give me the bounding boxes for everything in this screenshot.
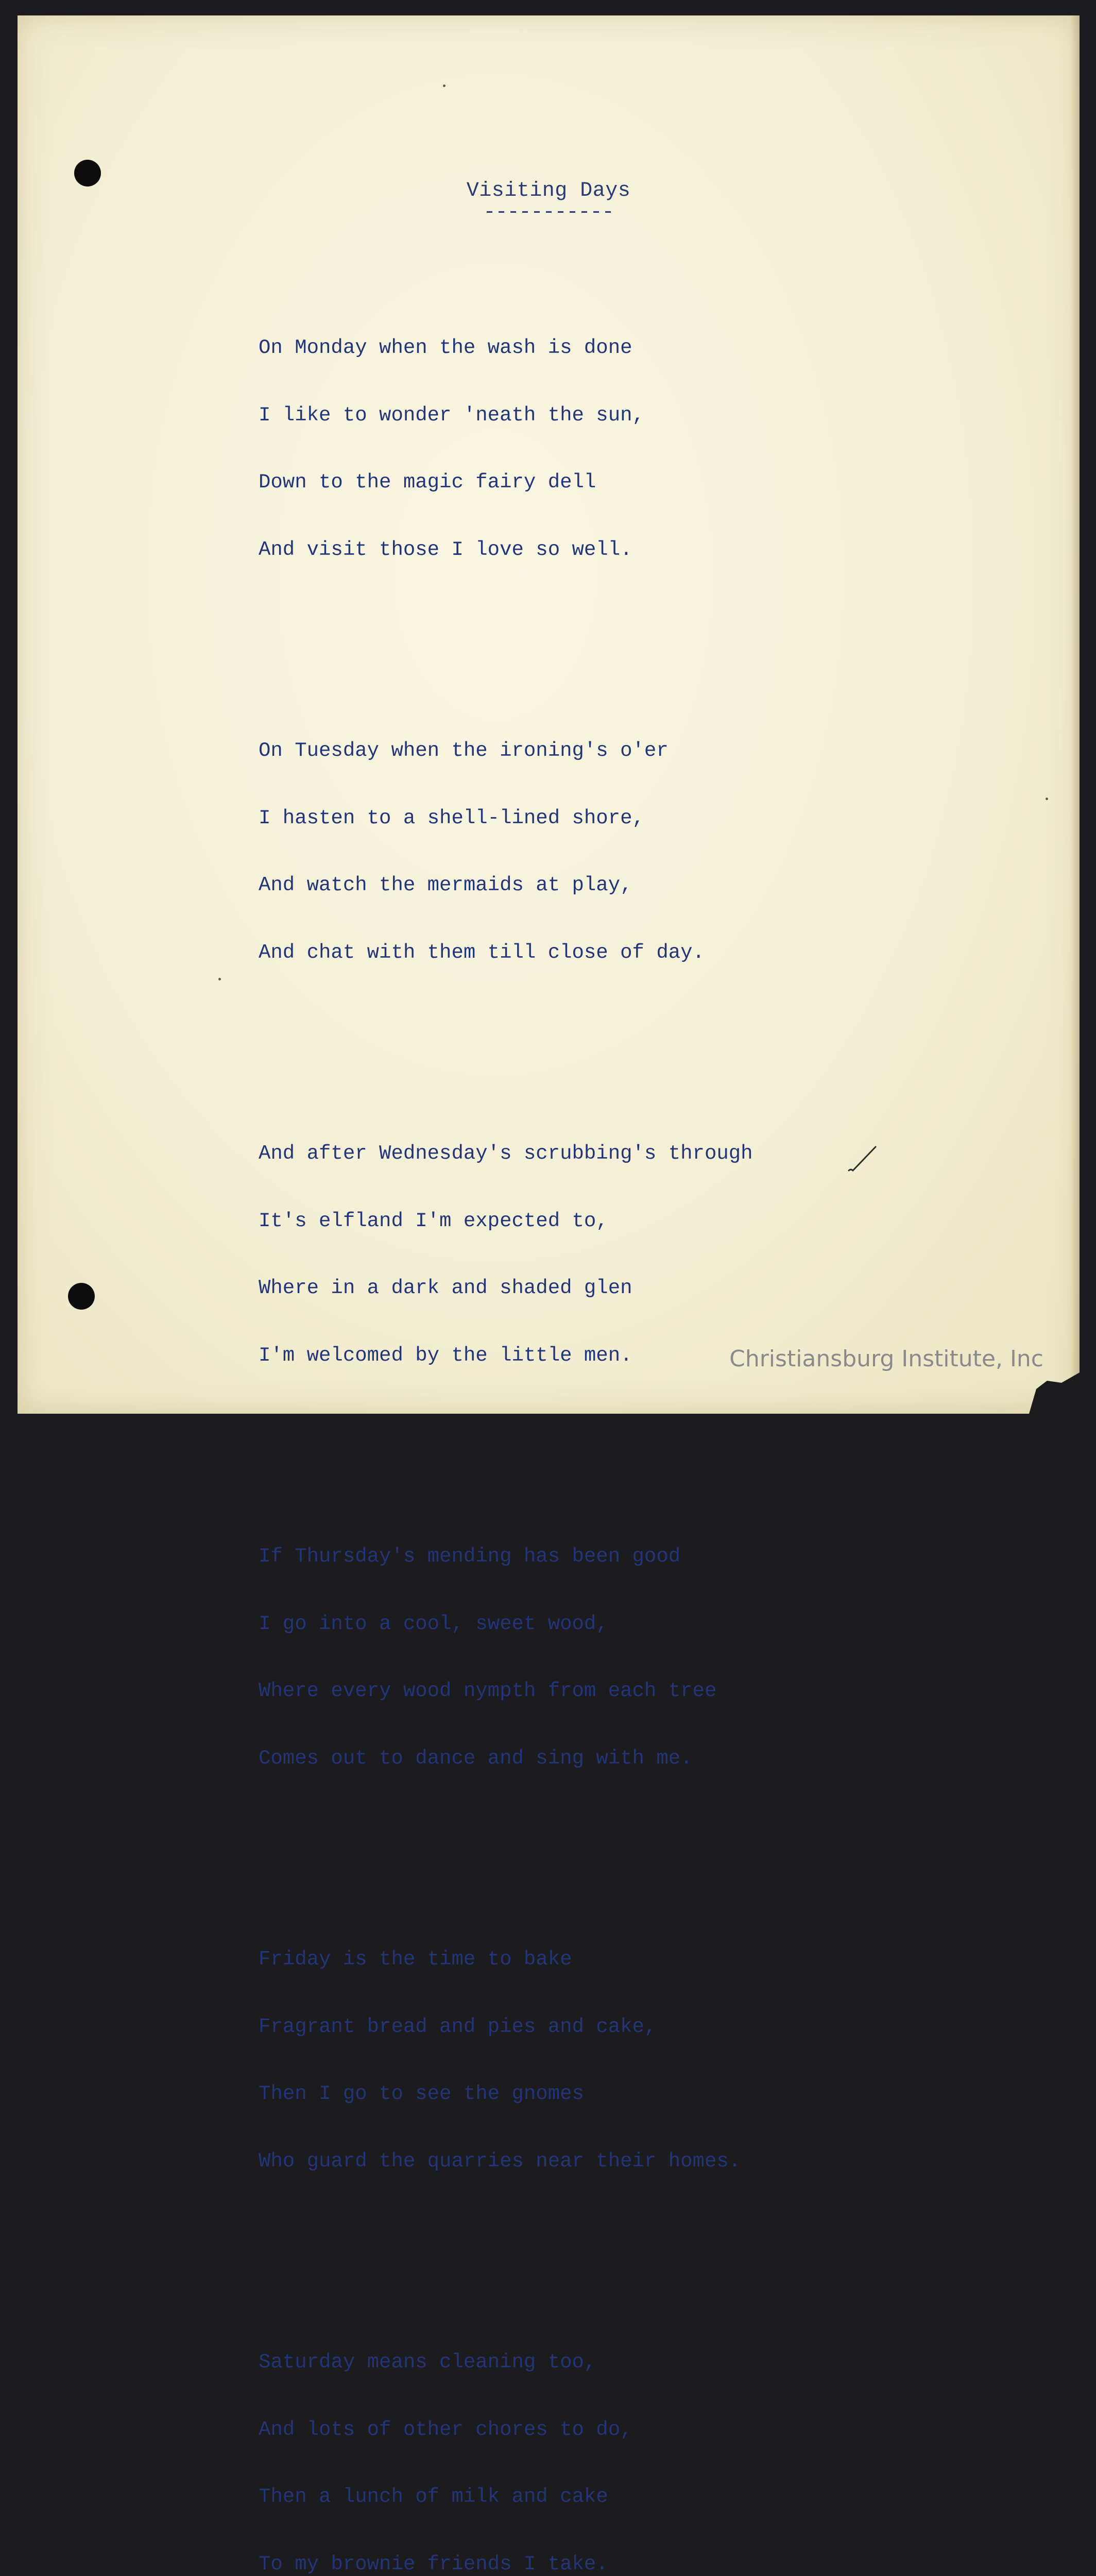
poem-line: I hasten to a shell-lined shore,	[259, 806, 644, 829]
poem-line: To my brownie friends I take.	[259, 2552, 608, 2575]
poem-line: Then a lunch of milk and cake	[259, 2485, 608, 2508]
title-underline: -----------	[483, 201, 614, 224]
poem-line: I'm welcomed by the little men.	[259, 1344, 632, 1367]
poem-line: I like to wonder 'neath the sun,	[259, 403, 644, 427]
poem-line: And lots of other chores to do,	[259, 2418, 632, 2441]
paper-speck	[218, 978, 221, 980]
poem-line: If Thursday's mending has been good	[259, 1545, 681, 1568]
watermark-text: Christiansburg Institute, Inc	[729, 1346, 1043, 1372]
poem-line: It's elfland I'm expected to,	[259, 1209, 608, 1232]
poem-line: On Tuesday when the ironing's o'er	[259, 739, 669, 762]
torn-corner	[1007, 1372, 1080, 1414]
poem-line: Fragrant bread and pies and cake,	[259, 2015, 657, 2038]
paper-edge-shading	[1070, 15, 1080, 1414]
stanza-thursday	[259, 1501, 753, 1815]
poem-line: Comes out to dance and sing with me.	[259, 1747, 693, 1770]
poem-line: Where in a dark and shaded glen	[259, 1277, 632, 1299]
poem-line: Where every wood nympth from each tree	[259, 1680, 717, 1702]
poem-line: On Monday when the wash is done	[259, 336, 632, 359]
paper-sheet	[18, 15, 1080, 2575]
paper-speck	[443, 84, 446, 87]
poem-line: And after Wednesday's scrubbing's through	[259, 1142, 753, 1165]
poem-line: Then I go to see the gnomes	[259, 2082, 584, 2105]
poem-line: I go into a cool, sweet wood,	[259, 1612, 608, 1635]
poem-body	[259, 247, 753, 2576]
paper-speck	[1046, 798, 1048, 800]
poem-line: And chat with them till close of day.	[259, 941, 705, 964]
poem-line: And watch the mermaids at play,	[259, 874, 632, 896]
poem-line: And visit those I love so well.	[259, 538, 632, 561]
stanza-tuesday	[259, 695, 753, 1009]
stanza-monday	[259, 292, 753, 606]
poem-line: Down to the magic fairy dell	[259, 471, 596, 494]
punch-hole-bottom	[68, 1283, 95, 1310]
stanza-friday	[259, 1904, 753, 2217]
poem-line: Saturday means cleaning too,	[259, 2351, 596, 2374]
document-title: Visiting Days	[466, 179, 631, 202]
poem-line: Who guard the quarries near their homes.	[259, 2149, 741, 2173]
poem-line: Friday is the time to bake	[259, 1948, 572, 1971]
stanza-wednesday	[259, 1098, 753, 1412]
stanza-saturday	[259, 2307, 753, 2576]
pencil-check-mark	[848, 1145, 877, 1173]
